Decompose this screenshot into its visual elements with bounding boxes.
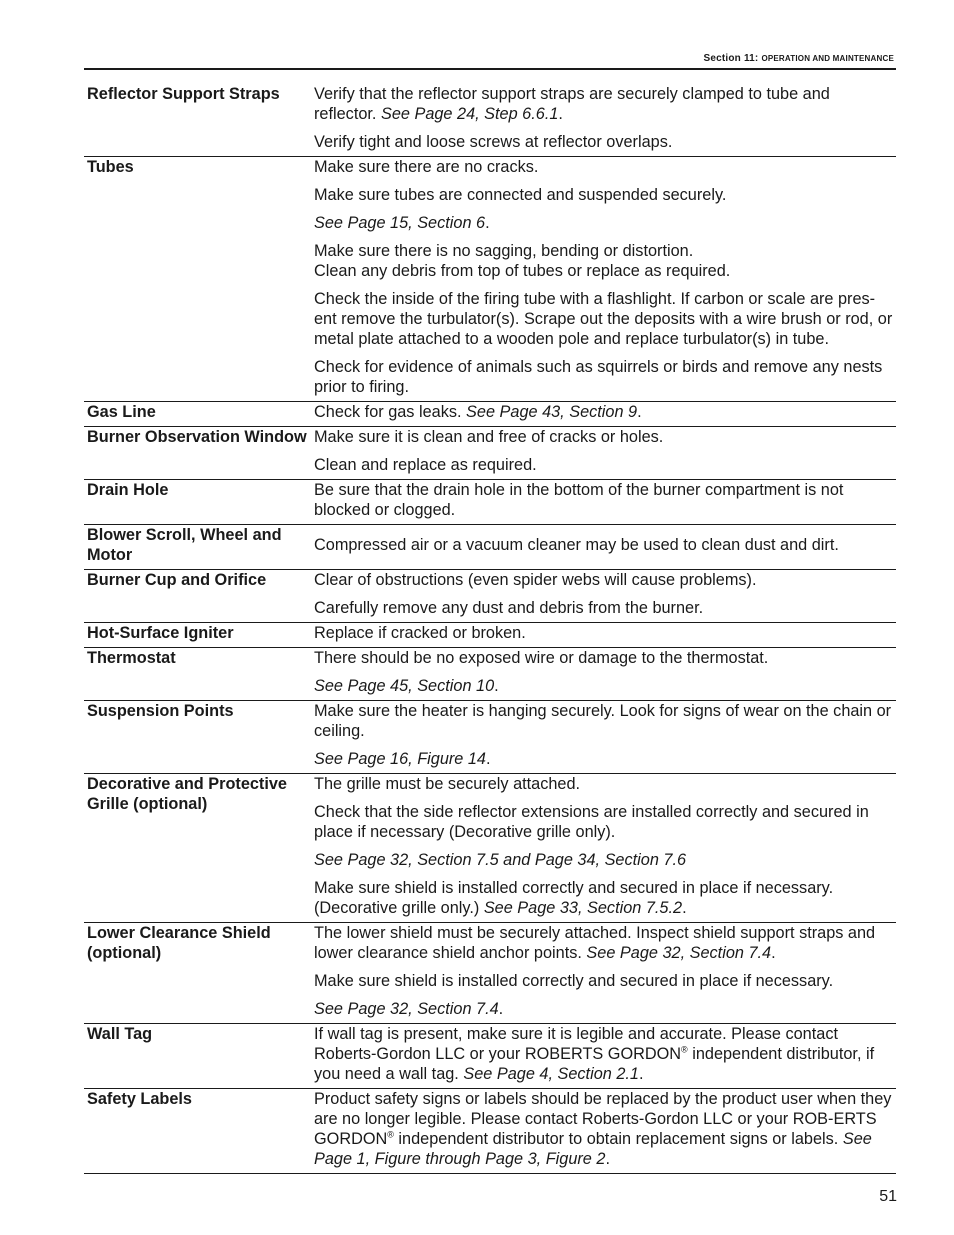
registered-mark: ®	[681, 1044, 688, 1055]
text-run: Check the inside of the firing tube with a flashlight. If carbon or scale are pres-ent remove the turbulator(s). Scrape out the deposits with a wire brush or rod, or metal plate attached to a wooden pole and replace turbulator(s) in tube.	[314, 290, 893, 348]
row-label: Gas Line	[84, 402, 309, 427]
cross-reference: See Page 4, Section 2.1	[463, 1065, 639, 1083]
text-run: .	[558, 105, 563, 123]
table-row	[84, 402, 896, 427]
description-paragraph	[314, 427, 894, 447]
description-paragraph	[314, 648, 894, 668]
table-row	[84, 525, 896, 570]
description-paragraph	[314, 878, 894, 918]
page-number: 51	[879, 1188, 897, 1205]
description-paragraph	[314, 774, 894, 794]
text-run: .	[771, 944, 776, 962]
description-paragraph	[314, 850, 894, 870]
table-row	[84, 923, 896, 1024]
text-run: Make sure it is clean and free of cracks or holes.	[314, 428, 664, 446]
cross-reference: See Page 15, Section 6	[314, 214, 486, 232]
row-label: Burner Cup and Orifice	[84, 570, 309, 623]
row-label: Burner Observation Window	[84, 427, 309, 480]
row-description	[309, 923, 896, 1024]
row-description	[309, 774, 896, 923]
text-run: The lower shield must be securely attached. Inspect shield support straps and lower clearance shield anchor points.	[314, 924, 876, 962]
text-run: .	[682, 899, 687, 917]
text-run: Make sure the heater is hanging securely. Look for signs of wear on the chain or ceiling.	[314, 702, 892, 740]
maintenance-table	[84, 84, 896, 1174]
description-paragraph	[314, 971, 894, 991]
row-description	[309, 648, 896, 701]
text-run: .	[494, 677, 499, 695]
text-run: Clean any debris from top of tubes or replace as required.	[314, 262, 731, 280]
row-description	[309, 1089, 896, 1174]
description-paragraph	[314, 623, 894, 643]
row-description	[309, 1024, 896, 1089]
description-paragraph	[314, 676, 894, 696]
text-run: There should be no exposed wire or damage to the thermostat.	[314, 649, 769, 667]
row-description	[309, 480, 896, 525]
cross-reference: See Page 24, Step 6.6.1	[380, 105, 559, 123]
description-paragraph	[314, 480, 894, 520]
row-description	[309, 701, 896, 774]
table-row	[84, 84, 896, 157]
text-run: .	[485, 214, 490, 232]
description-paragraph	[314, 999, 894, 1019]
cross-reference: See Page 32, Section 7.4	[314, 1000, 499, 1018]
text-run: Make sure tubes are connected and suspended securely.	[314, 186, 727, 204]
table-row	[84, 774, 896, 923]
text-run: Make sure shield is installed correctly and secured in place if necessary. (Decorative grille only.)	[314, 879, 834, 917]
table-row	[84, 648, 896, 701]
row-label: Drain Hole	[84, 480, 309, 525]
description-paragraph	[314, 84, 894, 124]
table-row	[84, 701, 896, 774]
row-label: Wall Tag	[84, 1024, 309, 1089]
description-paragraph	[314, 535, 894, 555]
text-run: Clear of obstructions (even spider webs will cause problems).	[314, 571, 757, 589]
row-label: Reflector Support Straps	[84, 84, 309, 157]
description-paragraph	[314, 455, 894, 475]
text-run: Make sure there are no cracks.	[314, 158, 539, 176]
table-row	[84, 570, 896, 623]
description-paragraph	[314, 923, 894, 963]
text-run: .	[605, 1150, 610, 1168]
row-description	[309, 525, 896, 570]
table-row	[84, 1089, 896, 1174]
description-paragraph	[314, 157, 894, 177]
row-label: Suspension Points	[84, 701, 309, 774]
row-description	[309, 157, 896, 402]
text-run: .	[637, 403, 642, 421]
cross-reference: See Page 1, Figure through Page 3, Figure 2	[314, 1130, 872, 1168]
description-paragraph	[314, 132, 894, 152]
text-run: Be sure that the drain hole in the bottom of the burner compartment is not blocked or clogged.	[314, 481, 844, 519]
description-paragraph	[314, 570, 894, 590]
text-run: Verify that the reflector support straps are securely clamped to tube and reflector.	[314, 85, 830, 123]
table-row	[84, 1024, 896, 1089]
table-row	[84, 480, 896, 525]
header-rule	[84, 68, 896, 70]
text-run: .	[638, 1065, 644, 1083]
text-run: Replace if cracked or broken.	[314, 624, 526, 642]
cross-reference: See Page 43, Section 9	[466, 403, 638, 421]
table-row	[84, 623, 896, 648]
section-title: OPERATION AND MAINTENANCE	[761, 54, 894, 63]
text-run: The grille must be securely attached.	[314, 775, 581, 793]
row-description	[309, 427, 896, 480]
description-paragraph	[314, 402, 894, 422]
row-label: Lower Clearance Shield (optional)	[84, 923, 309, 1024]
text-run: independent distributor, if you need a wall tag.	[314, 1045, 875, 1083]
table-row	[84, 157, 896, 402]
section-header	[703, 53, 894, 64]
cross-reference: See Page 32, Section 7.4	[586, 944, 772, 962]
description-paragraph	[314, 289, 894, 349]
registered-mark: ®	[387, 1129, 394, 1140]
row-label: Decorative and Protective Grille (optional)	[84, 774, 309, 923]
description-paragraph	[314, 802, 894, 842]
text-run: Clean and replace as required.	[314, 456, 537, 474]
text-run: Check for gas leaks.	[314, 403, 467, 421]
row-description	[309, 570, 896, 623]
cross-reference: See Page 32, Section 7.5 and Page 34, Section 7.6	[314, 851, 687, 869]
description-paragraph	[314, 185, 894, 205]
text-run: Check that the side reflector extensions are installed correctly and secured in place if necessary (Decorative grille only).	[314, 803, 869, 841]
text-run: Verify tight and loose screws at reflector overlaps.	[314, 133, 673, 151]
description-paragraph	[314, 701, 894, 741]
row-label: Tubes	[84, 157, 309, 402]
table-row	[84, 427, 896, 480]
cross-reference: See Page 45, Section 10	[314, 677, 495, 695]
text-run: .	[498, 1000, 504, 1018]
description-paragraph	[314, 1024, 894, 1084]
text-run: Carefully remove any dust and debris from the burner.	[314, 599, 704, 617]
text-run: If wall tag is present, make sure it is legible and accurate. Please contact Roberts-Gordon LLC or your ROBERTS GORDON	[314, 1025, 838, 1063]
description-paragraph	[314, 357, 894, 397]
row-label: Thermostat	[84, 648, 309, 701]
row-description	[309, 402, 896, 427]
row-description	[309, 84, 896, 157]
description-paragraph	[314, 598, 894, 618]
text-run: Compressed air or a vacuum cleaner may be used to clean dust and dirt.	[314, 536, 839, 554]
description-paragraph	[314, 241, 894, 281]
description-paragraph	[314, 213, 894, 233]
text-run: Make sure there is no sagging, bending or distortion.	[314, 242, 694, 260]
row-description	[309, 623, 896, 648]
description-paragraph	[314, 1089, 894, 1169]
text-run: Check for evidence of animals such as squirrels or birds and remove any nests prior to firing.	[314, 358, 883, 396]
row-label: Blower Scroll, Wheel and Motor	[84, 525, 309, 570]
row-label: Hot-Surface Igniter	[84, 623, 309, 648]
text-run: independent distributor to obtain replacement signs or labels.	[393, 1130, 843, 1148]
cross-reference: See Page 16, Figure 14	[314, 750, 486, 768]
text-run: Product safety signs or labels should be replaced by the product user when they are no longer legible. Please contact Roberts-Gordon LLC or your ROB-ERTS GORDON	[314, 1090, 892, 1148]
description-paragraph	[314, 749, 894, 769]
section-number: Section 11:	[703, 53, 759, 64]
text-run: .	[485, 750, 491, 768]
text-run: Make sure shield is installed correctly and secured in place if necessary.	[314, 972, 834, 990]
cross-reference: See Page 33, Section 7.5.2	[483, 899, 683, 917]
row-label: Safety Labels	[84, 1089, 309, 1174]
